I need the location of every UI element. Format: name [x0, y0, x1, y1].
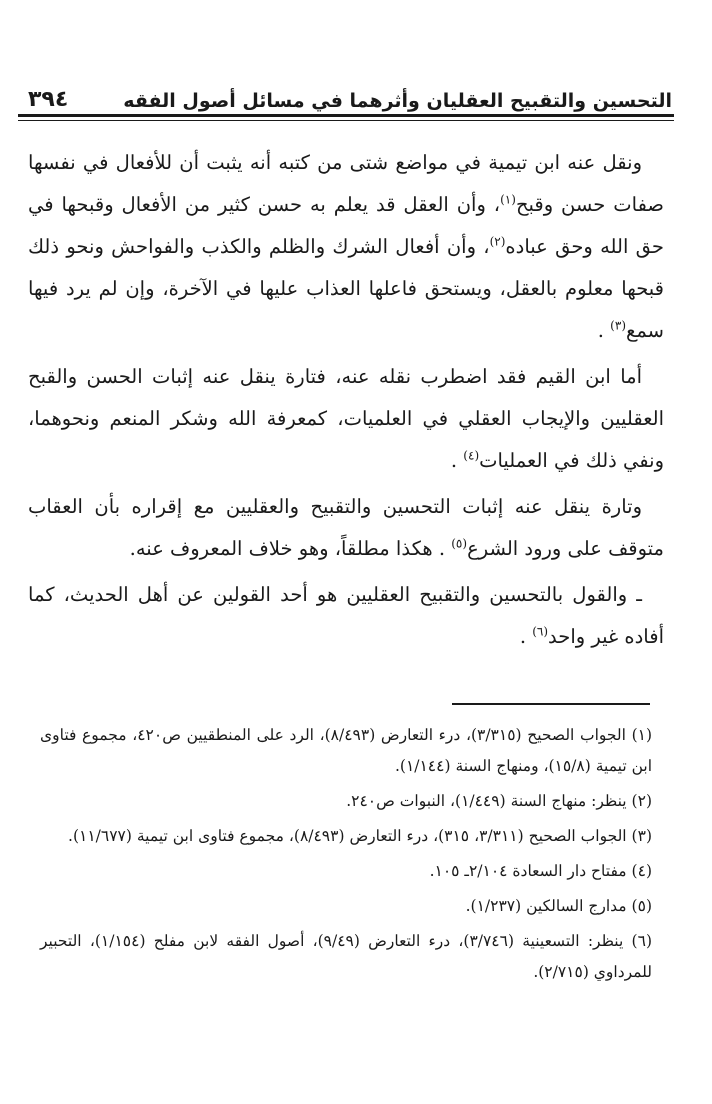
paragraph-text: .: [450, 449, 458, 472]
footnote-number: (١): [631, 726, 653, 744]
footnote-number: (٢): [631, 792, 652, 810]
paragraph-text: ، وأن أفعال الشرك والظلم والكذب والفواحش ونحو ذلك قبحها معلوم بالعقل، ويستحق فاعلها العذاب عليها في الآخرة، وإن لم يرد فيها سمع: [28, 235, 664, 342]
paragraph-text: .: [597, 319, 604, 342]
paragraph-text: ، وأن العقل قد يعلم به حسن كثير من الأفعال وقبحها في حق الله وحق عباده: [28, 193, 664, 258]
footnote-ref: (٣): [610, 318, 626, 333]
footnote-3: [40, 821, 652, 852]
footnote-ref: (٦): [532, 624, 549, 639]
footnote-text: ينظر: التسعينية (٣/٧٤٦)، درء التعارض (٩/٤٩)، أصول الفقه لابن مفلح (١/١٥٤)، التحبير للمرداوي (٢/٧١٥).: [40, 932, 652, 981]
footnote-text: الجواب الصحيح (٣/٣١١، ٣١٥)، درء التعارض (٨/٤٩٣)، مجموع فتاوى ابن تيمية (١١/٦٧٧).: [68, 827, 627, 845]
footnote-text: مدارج السالكين (١/٢٣٧).: [465, 897, 627, 915]
footnote-ref: (٤): [463, 448, 480, 463]
paragraph-text: . هكذا مطلقاً، وهو خلاف المعروف عنه.: [129, 537, 446, 560]
footnote-number: (٤): [631, 862, 652, 880]
header-rule-thin: [18, 120, 674, 121]
page-header: [28, 78, 672, 112]
paragraph-text: وتارة ينقل عنه إثبات التحسين والتقبيح والعقليين مع إقراره بأن العقاب متوقف على ورود الشرع: [28, 495, 664, 560]
footnote-5: [40, 891, 652, 922]
paragraph-3: [28, 486, 664, 570]
paragraph-text: أما ابن القيم فقد اضطرب نقله عنه، فتارة ينقل عنه إثبات الحسن والقبح العقليين والإيجاب العقلي في العلميات، كمعرفة الله وشكر المنعم ونحوهما، ونفي ذلك في العمليات: [28, 365, 664, 472]
footnote-2: [40, 786, 652, 817]
footnotes: [40, 720, 652, 992]
footnote-4: [40, 856, 652, 887]
footnote-6: [40, 926, 652, 988]
footnote-number: (٦): [631, 932, 652, 950]
footnote-ref: (٢): [489, 234, 506, 249]
paragraph-text: ـ والقول بالتحسين والتقبيح العقليين هو أحد القولين عن أهل الحديث، كما أفاده غير واحد: [28, 583, 664, 648]
footnote-text: الجواب الصحيح (٣/٣١٥)، درء التعارض (٨/٤٩٣)، الرد على المنطقيين ص٤٢٠، مجموع فتاوى ابن تيمية (١٥/٨)، ومنهاج السنة (١/١٤٤).: [40, 726, 652, 775]
footnote-separator: [452, 703, 650, 705]
paragraph-text: ونقل عنه ابن تيمية في مواضع شتى من كتبه أنه يثبت أن للأفعال في نفسها صفات حسن وقبح: [28, 151, 664, 216]
header-rule-thick: [18, 114, 674, 117]
footnote-number: (٥): [631, 897, 652, 915]
paragraph-4: [28, 574, 664, 658]
paragraph-1: [28, 142, 664, 352]
footnote-ref: (١): [500, 192, 516, 207]
footnote-ref: (٥): [451, 536, 468, 551]
footnote-number: (٣): [631, 827, 652, 845]
page-number: ٣٩٤: [28, 87, 69, 112]
paragraph-2: [28, 356, 664, 482]
main-text: [28, 142, 664, 662]
footnote-text: ينظر: منهاج السنة (١/٤٤٩)، النبوات ص٢٤٠.: [346, 792, 627, 810]
footnote-1: [40, 720, 652, 782]
running-title: التحسين والتقبيح العقليان وأثرهما في مسائل أصول الفقه: [123, 90, 672, 112]
footnote-text: مفتاح دار السعادة ٢/١٠٤ـ ١٠٥.: [429, 862, 627, 880]
paragraph-text: .: [519, 625, 527, 648]
